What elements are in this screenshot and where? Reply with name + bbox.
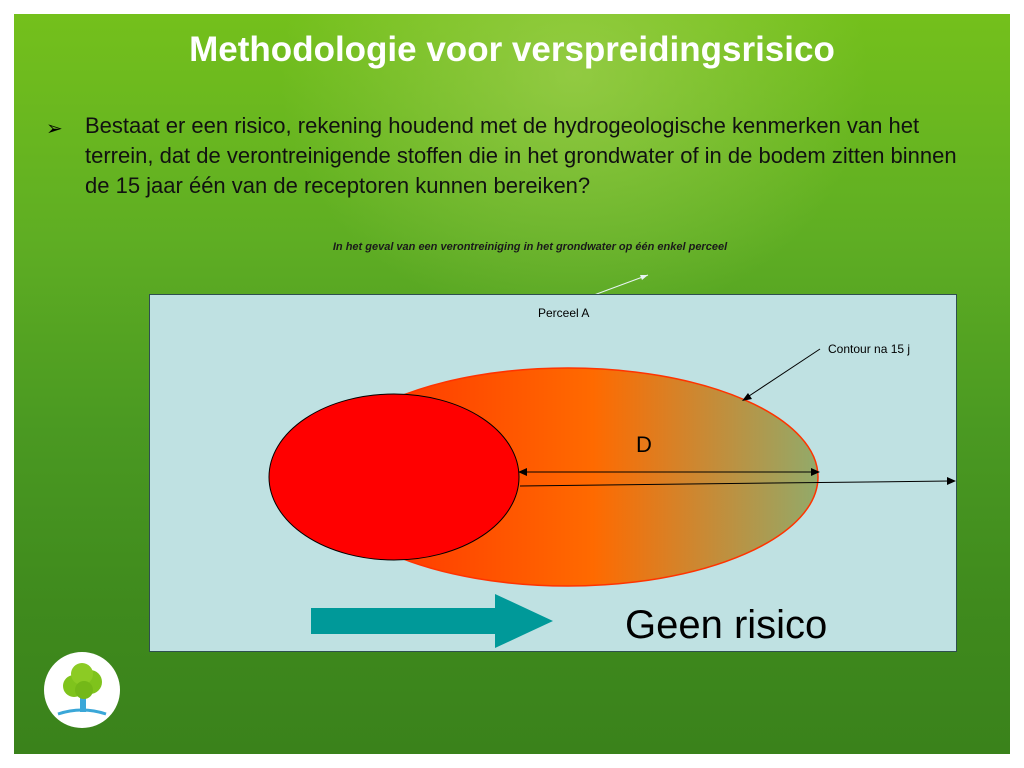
- conclusion-label: Geen risico: [625, 603, 828, 647]
- boundary-arrowhead: [947, 477, 956, 485]
- slide: [14, 14, 1010, 754]
- tree-icon: [44, 652, 120, 728]
- contour-pointer-head: [742, 393, 752, 401]
- contour-label: Contour na 15 j: [828, 342, 911, 356]
- contour-pointer-line: [746, 349, 820, 398]
- subtitle-pointer-line: [594, 275, 648, 295]
- logo: [44, 652, 120, 728]
- diagram-subtitle: In het geval van een verontreiniging in het grondwater op één enkel perceel: [332, 241, 728, 253]
- parcel-label: Perceel A: [538, 306, 590, 320]
- bullet-text: Bestaat er een risico, rekening houdend met de hydrogeologische kenmerken van het terrein, dat de verontreinigende stoffen die in het grondwater of in de bodem zitten binnen de 15 jaar één van de receptoren kunnen bereiken?: [85, 113, 957, 198]
- bullet-arrow-icon: ➢: [46, 118, 63, 140]
- subtitle-pointer-head: [640, 275, 648, 280]
- flow-direction-arrow: [311, 594, 553, 648]
- distance-label: D: [636, 432, 652, 457]
- parcel-diagram: [149, 294, 957, 652]
- pollution-source: [269, 394, 519, 560]
- slide-title: Methodologie voor verspreidingsrisico: [189, 30, 835, 69]
